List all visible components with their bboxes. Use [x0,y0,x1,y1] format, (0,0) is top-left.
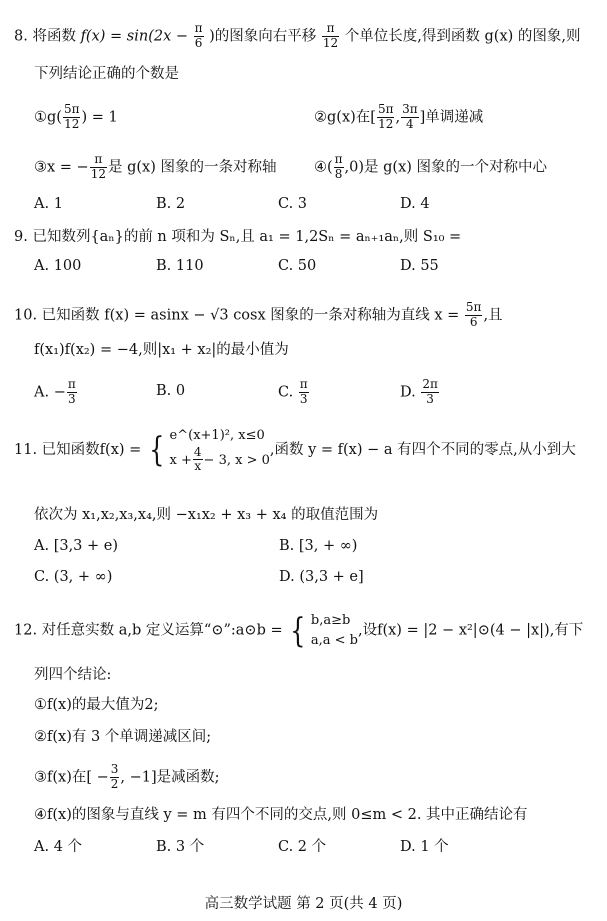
q11-number: 11. [14,442,38,459]
q12-brace: { [290,610,306,651]
q8-statement-2: ②g(x)在[ $\frac{5\pi}{12}$ , $\frac{3\pi}{4}$ ]单调递减 [314,102,484,131]
q10-line2: f(x₁)f(x₂) = −4,则|x₁ + x₂|的最小值为 [34,342,289,358]
q12-conclusion-3: ③f(x)在[ − $\frac{3}{2}$ , −1]是减函数; [34,762,220,791]
q10-option-d[interactable]: D. $\frac{2\pi}{3}$ [400,377,438,406]
q8-frac-pi-12: $\frac{\pi}{12}$ [322,21,339,50]
q8-statement-3: ③x = − $\frac{\pi}{12}$ 是 g(x) 图象的一条对称轴 [34,152,277,181]
q10-option-a[interactable]: A. − $\frac{\pi}{3}$ [34,377,76,406]
q11-stem: 11. 已知函数f(x) = { e^(x+1)², x≤0 x + $\frac{4}{x}$ − 3, x > 0 ,函数 y = f(x) − a 有四个不同的零点,从小到大 [14,428,576,474]
q8-option-a[interactable]: A. 1 [34,196,63,212]
q11-line2: 依次为 x₁,x₂,x₃,x₄,则 −x₁x₂ + x₃ + x₄ 的取值范围为 [34,507,379,523]
q8-option-c[interactable]: C. 3 [278,196,308,212]
q9-number: 9. [14,229,28,245]
q10-option-c[interactable]: C. $\frac{\pi}{3}$ [278,377,308,406]
q8-statement-4: ④( $\frac{\pi}{8}$ ,0)是 g(x) 图象的一个对称中心 [314,152,548,181]
q12-option-b[interactable]: B. 3 个 [156,839,205,855]
q12-stem: 12. 对任意实数 a,b 定义运算“⊙”:a⊙b = { b,a≥b a,a < b ,设f(x) = |2 − x²|⊙(4 − |x|),有下 [14,610,584,651]
q11-option-b[interactable]: B. [3, + ∞) [279,538,358,554]
q12-option-a[interactable]: A. 4 个 [34,839,83,855]
q11-piecewise: e^(x+1)², x≤0 x + $\frac{4}{x}$ − 3, x > 0 [169,428,270,474]
q12-conclusion-4: ④f(x)的图象与直线 y = m 有四个不同的交点,则 0≤m < 2. 其中正确结论有 [34,807,528,823]
q12-option-d[interactable]: D. 1 个 [400,839,449,855]
q9-option-a[interactable]: A. 100 [34,258,82,274]
q8-stem: 8. 将函数 f(x) = sin(2x − $\frac{\pi}{6}$ )的图象向右平移 $\frac{\pi}{12}$ 个单位长度,得到函数 g(x) 的图象,则 [14,21,581,50]
q8-number: 8. [14,28,28,45]
q12-conclusion-2: ②f(x)有 3 个单调递减区间; [34,729,212,745]
q8-line2: 下列结论正确的个数是 [34,66,179,82]
q12-option-c[interactable]: C. 2 个 [278,839,327,855]
q11-option-d[interactable]: D. (3,3 + e] [279,569,364,585]
q8-frac-pi-6: $\frac{\pi}{6}$ [194,21,203,50]
q9-option-d[interactable]: D. 55 [400,258,439,274]
q8-option-d[interactable]: D. 4 [400,196,430,212]
q10-number: 10. [14,307,38,324]
q12-piecewise: b,a≥b a,a < b [310,613,358,648]
q9-option-c[interactable]: C. 50 [278,258,317,274]
q11-option-a[interactable]: A. [3,3 + e) [34,538,119,554]
q12-conclusion-1: ①f(x)的最大值为2; [34,697,159,713]
q10-stem: 10. 已知函数 f(x) = asinx − √3 cosx 图象的一条对称轴为直线 x = $\frac{5\pi}{6}$ ,且 [14,300,503,329]
q8-option-b[interactable]: B. 2 [156,196,186,212]
q12-number: 12. [14,622,38,639]
q9-option-b[interactable]: B. 110 [156,258,204,274]
page-footer: 高三数学试题 第 2 页(共 4 页) [204,896,403,912]
q10-option-b[interactable]: B. 0 [156,383,186,399]
q9-stem: 9. 已知数列{aₙ}的前 n 项和为 Sₙ,且 a₁ = 1,2Sₙ = aₙ₊₁aₙ,则 S₁₀ = [14,229,462,245]
q11-brace: { [149,430,165,471]
q12-line2: 列四个结论: [34,667,112,683]
q11-option-c[interactable]: C. (3, + ∞) [34,569,113,585]
q8-statement-1: ①g( $\frac{5\pi}{12}$ ) = 1 [34,102,118,131]
